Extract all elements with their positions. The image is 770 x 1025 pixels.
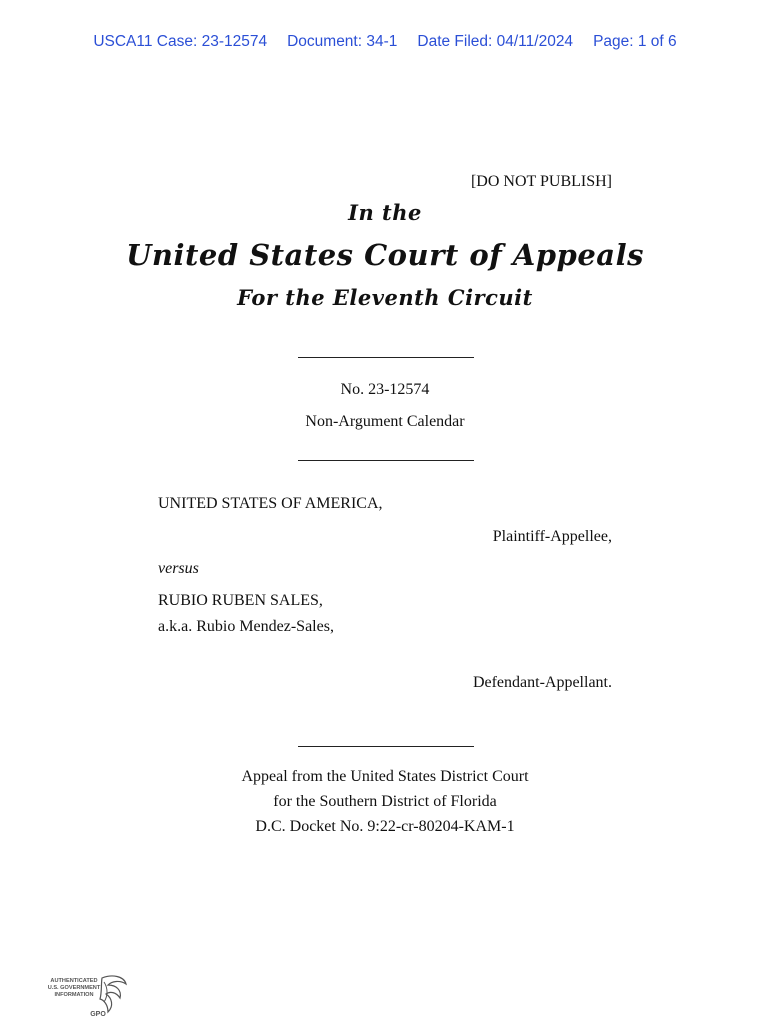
date-filed-stamp: Date Filed: 04/11/2024 [417, 33, 574, 50]
docket-number: D.C. Docket No. 9:22-cr-80204-KAM-1 [255, 818, 515, 835]
plaintiff-name: UNITED STATES OF AMERICA, [158, 495, 383, 512]
gpo-logo-line-1: AUTHENTICATED [50, 978, 98, 984]
gpo-logo-line-3: INFORMATION [54, 992, 94, 998]
gpo-authentication-logo [42, 972, 132, 1020]
gpo-logo-line-2: U.S. GOVERNMENT [47, 985, 101, 991]
court-in-the: In the [348, 200, 422, 225]
versus-label: versus [158, 560, 199, 577]
court-name: United States Court of Appeals [126, 238, 644, 272]
document-number-stamp: Document: 34-1 [287, 33, 398, 50]
case-number-stamp: USCA11 Case: 23-12574 [93, 33, 268, 50]
defendant-aka: a.k.a. Rubio Mendez-Sales, [158, 618, 334, 635]
divider-rule-top [298, 357, 474, 358]
divider-rule-bottom [298, 746, 474, 747]
page-count-stamp: Page: 1 of 6 [593, 33, 677, 50]
appeal-line-1: Appeal from the United States District Court [241, 768, 529, 785]
plaintiff-role: Plaintiff-Appellee, [492, 528, 612, 545]
case-number: No. 23-12574 [340, 381, 430, 398]
defendant-name: RUBIO RUBEN SALES, [158, 592, 323, 609]
defendant-role: Defendant-Appellant. [472, 674, 612, 691]
court-circuit: For the Eleventh Circuit [237, 285, 533, 310]
calendar-type: Non-Argument Calendar [305, 413, 465, 430]
publish-notice: [DO NOT PUBLISH] [470, 173, 612, 190]
appeal-line-2: for the Southern District of Florida [273, 793, 497, 810]
filing-header [0, 33, 770, 51]
eagle-icon [42, 972, 132, 1020]
divider-rule-middle [298, 460, 474, 461]
gpo-logo-mark: GPO [90, 1011, 106, 1018]
